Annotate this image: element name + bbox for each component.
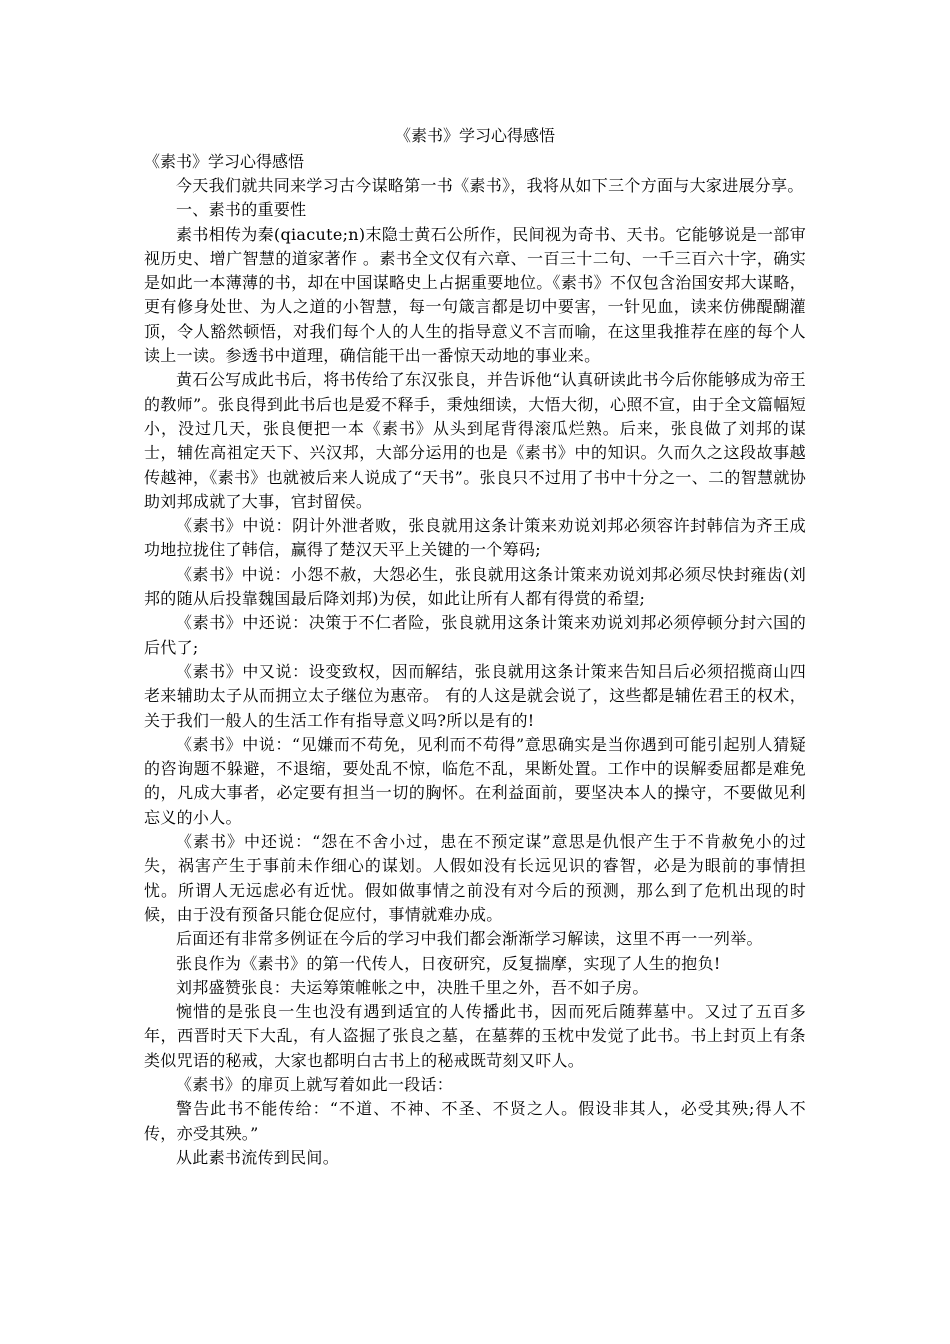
paragraph-quote-2: 《素书》中说：小怨不赦，大怨必生，张良就用这条计策来劝说刘邦必须尽快封雍齿(刘邦的随从后投靠魏国最后降刘邦)为侯，如此让所有人都有得赏的希望; [144, 564, 806, 609]
paragraph-zhang-liang: 黄石公写成此书后，将书传给了东汉张良，并告诉他“认真研读此书今后你能够成为帝王的教师”。张良得到此书后也是爱不释手，秉烛细读，大悟大彻，心照不宣，由于全文篇幅短小，没过几天，张良便把一本《素书》从头到尾背得滚瓜烂熟。后来，张良做了刘邦的谋士，辅佐高祖定天下、兴汉邦，大部分运用的也是《素书》中的知识。久而久之这段故事越传越神，《素书》也就被后来人说成了“天书”。张良只不过用了书中十分之一、二的智慧就协助刘邦成就了大事，官封留侯。 [144, 370, 806, 511]
paragraph-quote-5: 《素书》中说：“见嫌而不苟免，见利而不苟得”意思确实是当你遇到可能引起别人猜疑的咨询题不躲避，不退缩，要处乱不惊，临危不乱，果断处置。工作中的误解委屈都是难免的，凡成大事者，必定要有担当一切的胸怀。在利益面前，要坚决本人的操守，不要做见利忘义的小人。 [144, 734, 806, 827]
paragraph-first-heir: 张良作为《素书》的第一代传人，日夜研究，反复揣摩，实现了人生的抱负! [176, 953, 721, 973]
paragraph-quote-1: 《素书》中说：阴计外泄者败，张良就用这条计策来劝说刘邦必须容许封韩信为齐王成功地拉拢住了韩信，赢得了楚汉天平上关键的一个筹码; [144, 516, 806, 560]
paragraph-tomb: 惋惜的是张良一生也没有遇到适宜的人传播此书，因而死后随葬墓中。又过了五百多年，西晋时天下大乱，有人盗掘了张良之墓，在墓葬的玉枕中发觉了此书。书上封页上有条类似咒语的秘戒，大家也都明白古书上的秘戒既苛刻又吓人。 [144, 1002, 806, 1070]
paragraph-spread: 从此素书流传到民间。 [176, 1147, 340, 1167]
paragraph-more-examples: 后面还有非常多例证在今后的学习中我们都会渐渐学习解读，这里不再一一列举。 [176, 929, 763, 949]
paragraph-quote-6: 《素书》中还说：“怨在不舍小过，患在不预定谋”意思是仇恨产生于不肯赦免小的过失，祸害产生于事前未作细心的谋划。人假如没有长远见识的睿智，必是为眼前的事情担忧。所谓人无远虑必有近忧。假如做事情之前没有对今后的预测，那么到了危机出现的时候，由于没有预备只能仓促应付，事情就难办成。 [144, 832, 806, 924]
document-page [144, 122, 806, 1170]
document-subtitle: 《素书》学习心得感悟 [144, 152, 305, 171]
section-heading-importance: 一、素书的重要性 [176, 200, 307, 220]
paragraph-quote-3: 《素书》中还说：决策于不仁者险，张良就用这条计策来劝说刘邦必须停顿分封六国的后代了; [144, 613, 806, 657]
paragraph-title-page: 《素书》的扉页上就写着如此一段话： [176, 1074, 454, 1094]
document-title: 《素书》学习心得感悟 [394, 126, 555, 145]
paragraph-liu-bang-praise: 刘邦盛赞张良：夫运筹策帷帐之中，决胜千里之外，吾不如子房。 [176, 977, 649, 997]
paragraph-quote-4: 《素书》中又说：设变致权，因而解结，张良就用这条计策来告知吕后必须招揽商山四老来辅助太子从而拥立太子继位为惠帝。 有的人这是就会说了，这些都是辅佐君王的权术，关于我们一般人的生活工作有指导意义吗?所以是有的! [144, 661, 806, 730]
paragraph-intro: 今天我们就共同来学习古今谋略第一书《素书》，我将从如下三个方面与大家进展分享。 [176, 176, 804, 195]
paragraph-warning: 警告此书不能传给：“不道、不神、不圣、不贤之人。假设非其人，必受其殃;得人不传，亦受其殃。” [144, 1099, 806, 1143]
paragraph-origin: 素书相传为秦(qiacute;n)末隐士黄石公所作，民间视为奇书、天书。它能够说是一部审视历史、增广智慧的道家著作 。素书全文仅有六章、一百三十二句、一千三百六十字，确实是如此一本薄薄的书，却在中国谋略史上占据重要地位。《素书》不仅包含治国安邦大谋略，更有修身处世、为人之道的小智慧，每一句箴言都是切中要害，一针见血，读来仿佛醍醐灌顶，令人豁然顿悟，对我们每个人的人生的指导意义不言而喻，在这里我推荐在座的每个人读上一读。参透书中道理，确信能干出一番惊天动地的事业来。 [144, 224, 806, 366]
